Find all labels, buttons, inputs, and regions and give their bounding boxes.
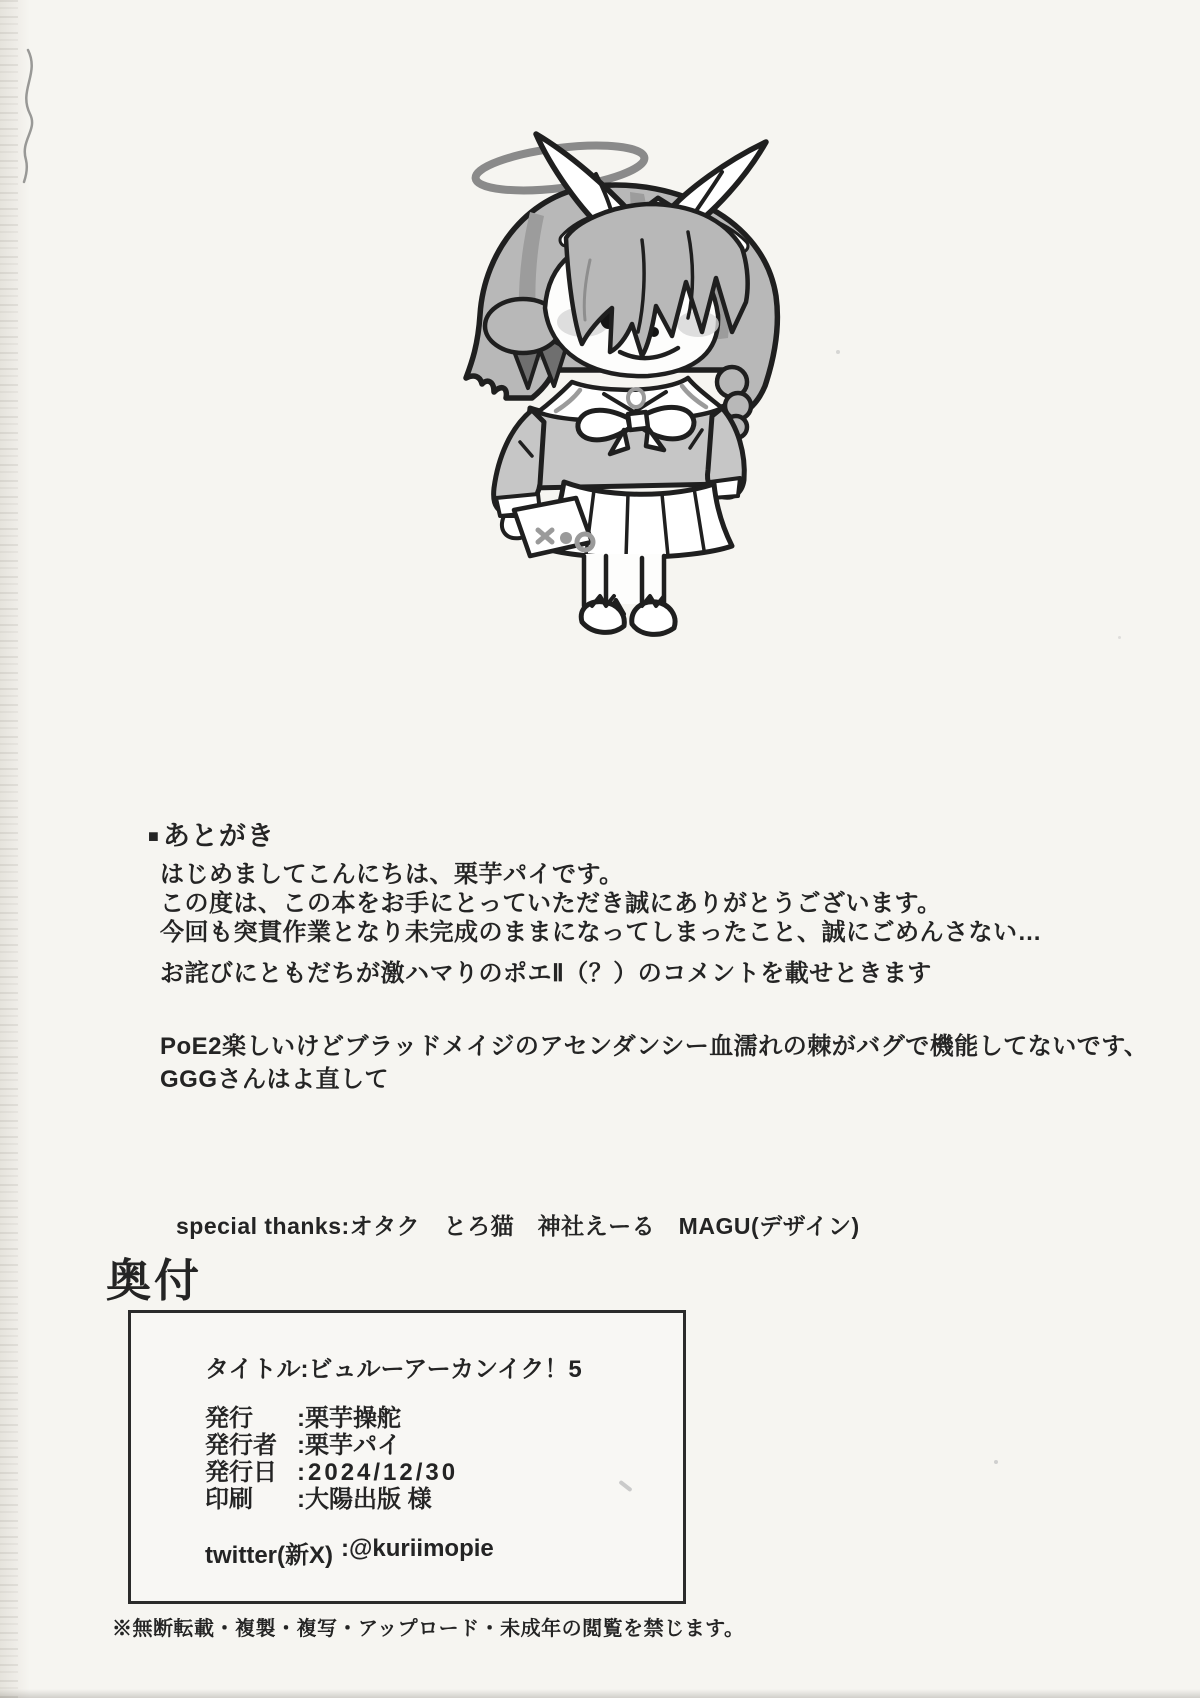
colophon-heading: 奥付	[106, 1255, 203, 1306]
paper-crease-mark	[14, 46, 48, 186]
afterword-line: PoE2楽しいけどブラッドメイジのアセンダンシー血濡れの棘がバグで機能してないです、	[160, 1033, 1149, 1060]
colophon-row-label: 印刷	[205, 1486, 253, 1513]
colophon-box	[128, 1310, 686, 1604]
chibi-character-illustration	[380, 110, 800, 860]
afterword-apology-line: お詫びにともだちが激ハマりのポエⅡ（？）のコメントを載せときます	[160, 960, 932, 987]
colophon-row-label: 発行	[205, 1405, 253, 1432]
scan-speck	[994, 1460, 998, 1464]
colophon-row-publisher	[205, 1405, 458, 1432]
colophon-title-line: タイトル:ビュルーアーカンイク！5	[205, 1356, 582, 1383]
colophon-row-value: :2024/12/30	[297, 1459, 459, 1486]
colophon-row-label: 発行日	[205, 1459, 277, 1486]
page-bottom-shadow	[0, 1689, 1200, 1698]
section-marker-icon: ■	[148, 826, 160, 846]
scan-speck	[1118, 636, 1121, 639]
colophon-row-value: :大陽出版 様	[297, 1486, 432, 1513]
colophon-rows	[205, 1405, 458, 1513]
colophon-row-author	[205, 1432, 458, 1459]
afterword-line: この度は、この本をお手にとっていただき誠にありがとうございます。	[160, 890, 942, 917]
colophon-row-label: twitter(新X)	[205, 1542, 333, 1569]
colophon-row-date	[205, 1459, 458, 1486]
afterword-heading-text: あとがき	[162, 821, 275, 851]
colophon-row-label: 発行者	[205, 1432, 277, 1459]
afterword-poe-paragraph	[160, 1030, 1148, 1096]
colophon-row-value: :栗芋操舵	[297, 1405, 401, 1432]
scan-speck	[836, 350, 840, 354]
colophon-twitter-row	[205, 1535, 494, 1570]
afterword-heading	[148, 814, 275, 853]
afterword-line: はじめましてこんにちは、栗芋パイです。	[160, 861, 624, 888]
afterword-line: GGGさんはよ直して	[160, 1066, 390, 1093]
colophon-row-value: :@kuriimopie	[341, 1535, 494, 1562]
colophon-row-value: :栗芋パイ	[297, 1432, 401, 1459]
copyright-notice: ※無断転載・複製・複写・アップロード・未成年の閲覧を禁じます。	[112, 1618, 745, 1640]
afterword-line: 今回も突貫作業となり未完成のままになってしまったこと、誠にごめんさない…	[160, 919, 1042, 946]
colophon-row-printer	[205, 1486, 458, 1513]
special-thanks-line: special thanks:オタク とろ猫 神社えーる MAGU(デザイン)	[176, 1213, 860, 1239]
afterword-intro-paragraph	[160, 860, 1042, 947]
paper-edge-noise	[0, 0, 18, 1698]
